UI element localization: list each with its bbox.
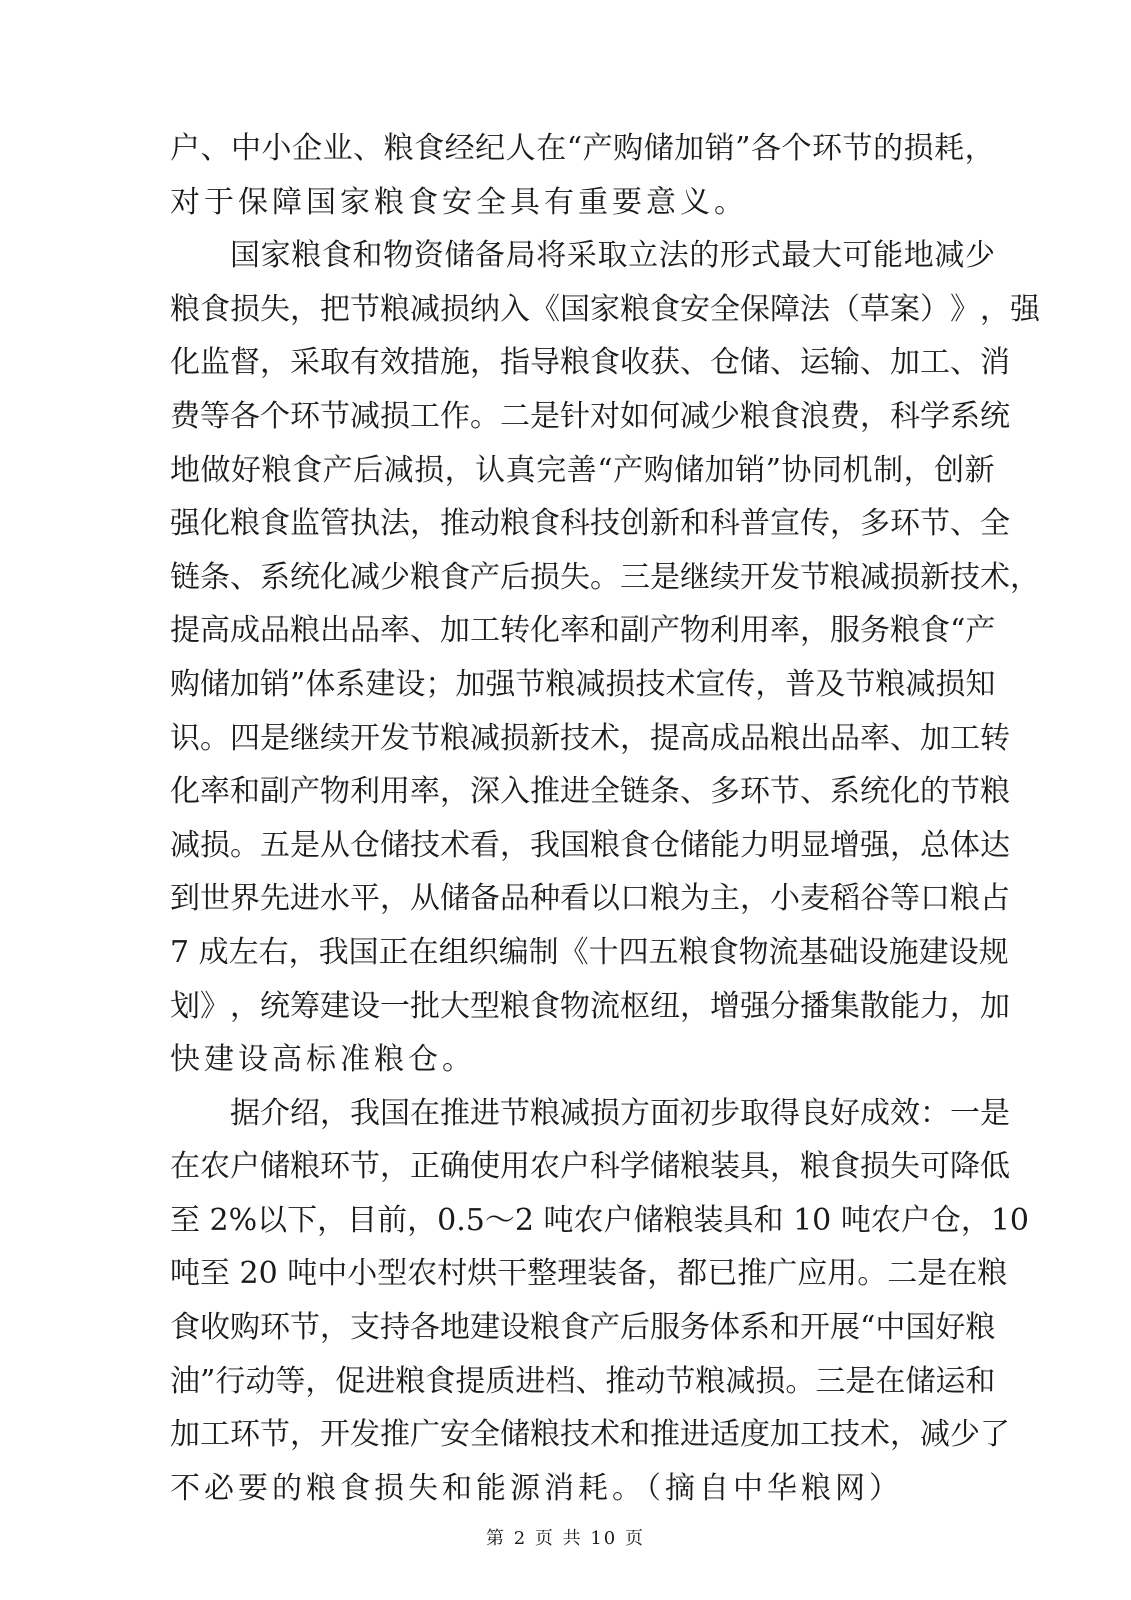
text-line: 地 做 好 粮 食 产 后 减 损 ， 认 真 完 善 “ 产 购 储 加 销 ” 协 同 机 制 ， 创 新: [170, 452, 995, 488]
text-line: 粮 食 损 失 ， 把 节 粮 减 损 纳 入 《 国 家 粮 食 安 全 保 障 法 （ 草 案 ） 》 ， 强: [170, 291, 1040, 327]
text-line: 油 ” 行 动 等 ， 促 进 粮 食 提 质 进 档 、 推 动 节 粮 减 损 。 三 是 在 储 运 和: [170, 1363, 996, 1399]
document-body: [170, 122, 1040, 1515]
text-line: 不必要的粮食损失和能源消耗。（摘自中华粮网）: [170, 1470, 903, 1506]
text-line: 吨 至 2 0 吨 中 小 型 农 村 烘 干 整 理 装 备 ， 都 已 推 广 应 用 。 二 是 在 粮: [170, 1256, 1008, 1292]
page-number-footer: 第 2 页 共 10 页: [486, 1528, 645, 1549]
text-line: 到 世 界 先 进 水 平 ， 从 储 备 品 种 看 以 口 粮 为 主 ， 小 麦 稻 谷 等 口 粮 占: [170, 881, 1010, 917]
text-line: 加 工 环 节 ， 开 发 推 广 安 全 储 粮 技 术 和 推 进 适 度 加 工 技 术 ， 减 少 了: [170, 1417, 1010, 1453]
text-line: 提 高 成 品 粮 出 品 率 、 加 工 转 化 率 和 副 产 物 利 用 率 ， 服 务 粮 食 “ 产: [170, 613, 996, 649]
text-line: 食 收 购 环 节 ， 支 持 各 地 建 设 粮 食 产 后 服 务 体 系 和 开 展 “ 中 国 好 粮: [170, 1310, 996, 1346]
text-line: 购 储 加 销 ” 体 系 建 设 ； 加 强 节 粮 减 损 技 术 宣 传 ， 普 及 节 粮 减 损 知: [170, 666, 996, 702]
text-line: 在 农 户 储 粮 环 节 ， 正 确 使 用 农 户 科 学 储 粮 装 具 ， 粮 食 损 失 可 降 低: [170, 1149, 1010, 1185]
text-line: 化 监 督 ， 采 取 有 效 措 施 ， 指 导 粮 食 收 获 、 仓 储 、 运 输 、 加 工 、 消: [170, 345, 1010, 381]
text-line: 化 率 和 副 产 物 利 用 率 ， 深 入 推 进 全 链 条 、 多 环 节 、 系 统 化 的 节 粮: [170, 774, 1010, 810]
text-line: 至 2 % 以 下 ， 目 前 ， 0 . 5 ～ 2 吨 农 户 储 粮 装 具 和 1 0 吨 农 户 仓 ， 1 0: [170, 1202, 1029, 1238]
text-line: 户 、 中 小 企 业 、 粮 食 经 纪 人 在 “ 产 购 储 加 销 ” 各 个 环 节 的 损 耗 ，: [170, 131, 995, 166]
paragraph-start-line: 国 家 粮 食 和 物 资 储 备 局 将 采 取 立 法 的 形 式 最 大 可 能 地 减 少: [230, 238, 995, 274]
text-line: 识 。 四 是 继 续 开 发 节 粮 减 损 新 技 术 ， 提 高 成 品 粮 出 品 率 、 加 工 转: [170, 720, 1010, 756]
text-line: 减 损 。 五 是 从 仓 储 技 术 看 ， 我 国 粮 食 仓 储 能 力 明 显 增 强 ， 总 体 达: [170, 827, 1010, 863]
text-line: 快建设高标准粮仓。: [170, 1042, 476, 1078]
text-line: 强 化 粮 食 监 管 执 法 ， 推 动 粮 食 科 技 创 新 和 科 普 宣 传 ， 多 环 节 、 全: [170, 506, 1010, 542]
text-line: 7 成 左 右 ， 我 国 正 在 组 织 编 制 《 十 四 五 粮 食 物 流 基 础 设 施 建 设 规: [170, 934, 1009, 970]
text-line: 划 》 ， 统 筹 建 设 一 批 大 型 粮 食 物 流 枢 纽 ， 增 强 分 播 集 散 能 力 ， 加: [170, 988, 1010, 1024]
text-line: 链 条 、 系 统 化 减 少 粮 食 产 后 损 失 。 三 是 继 续 开 发 节 粮 减 损 新 技 术 ，: [170, 559, 1040, 595]
text-line: 对于保障国家粮食安全具有重要意义。: [170, 184, 748, 220]
paragraph-start-line: 据 介 绍 ， 我 国 在 推 进 节 粮 减 损 方 面 初 步 取 得 良 好 成 效 ： 一 是: [230, 1095, 1010, 1131]
text-line: 费 等 各 个 环 节 减 损 工 作 。 二 是 针 对 如 何 减 少 粮 食 浪 费 ， 科 学 系 统: [170, 398, 1010, 434]
